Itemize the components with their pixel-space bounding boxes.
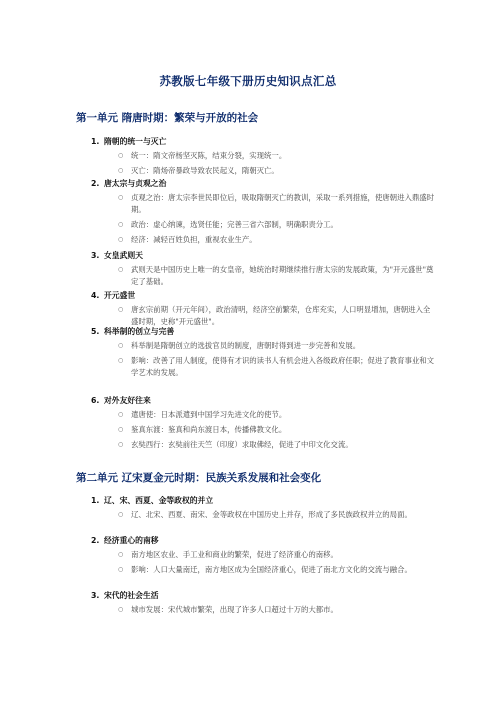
unit-title: 第二单元 辽宋夏金元时期：民族关系发展和社会变化 xyxy=(76,472,322,484)
section-number: 1. xyxy=(91,137,100,146)
section-heading xyxy=(91,395,431,406)
section-heading xyxy=(91,136,431,147)
section xyxy=(91,395,431,451)
section-title: 科举制的创立与完善 xyxy=(104,327,175,336)
section xyxy=(91,290,431,328)
section-heading xyxy=(91,250,431,261)
bullet-marker: ○ xyxy=(118,441,124,448)
bullet-item: ○ 城市发展：宋代城市繁荣，出现了许多人口超过十万的大都市。 xyxy=(118,605,338,614)
bullet-item: ○ 武则天是中国历史上唯一的女皇帝，她统治时期继续推行唐太宗的发展政策，为"开元盛世"奠定了基础。 xyxy=(118,265,434,286)
section xyxy=(91,250,434,288)
section-number: 3. xyxy=(91,251,100,260)
section-heading xyxy=(91,590,431,601)
section-heading xyxy=(91,178,431,189)
bullet-item: ○ 玄奘西行：玄奘前往天竺（印度）求取佛经，促进了中印文化交流。 xyxy=(118,440,353,449)
bullet-marker: ○ xyxy=(118,236,124,243)
bullet-item: ○ 灭亡：隋炀帝暴政导致农民起义，隋朝灭亡。 xyxy=(118,166,279,175)
bullet-item: ○ 鉴真东渡：鉴真和尚东渡日本，传播佛教文化。 xyxy=(118,425,287,434)
section-heading xyxy=(91,290,431,301)
section-number: 4. xyxy=(91,291,100,300)
bullet-item: ○ 政治：虚心纳谏，选贤任能；完善三省六部制，明确职责分工。 xyxy=(118,220,338,229)
section-title: 辽、宋、西夏、金等政权的并立 xyxy=(104,496,214,505)
bullet-marker: ○ xyxy=(118,306,124,313)
bullet-marker: ○ xyxy=(118,342,124,349)
section xyxy=(91,178,435,246)
bullet-marker: ○ xyxy=(118,194,124,201)
section xyxy=(91,535,431,576)
section xyxy=(91,495,431,521)
section-title: 唐太宗与贞观之治 xyxy=(104,179,167,188)
bullet-item: ○ 影响：人口大量南迁，南方地区成为全国经济重心，促进了南北方文化的交流与融合。 xyxy=(118,565,412,574)
bullet-marker: ○ xyxy=(118,511,124,518)
bullet-item: ○ 统一：隋文帝杨坚灭陈，结束分裂，实现统一。 xyxy=(118,151,287,160)
bullet-item: ○ 经济：减轻百姓负担，重视农业生产。 xyxy=(118,235,257,244)
bullet-marker: ○ xyxy=(118,411,124,418)
section-heading xyxy=(91,535,431,546)
section xyxy=(91,136,431,177)
section-title: 隋朝的统一与灭亡 xyxy=(104,137,167,146)
bullet-marker: ○ xyxy=(118,167,124,174)
bullet-item: ○ 唐玄宗前期（开元年间），政治清明，经济空前繁荣，仓库充实，人口明显增加，唐朝进入全盛时期，史称"开元盛世"。 xyxy=(118,305,431,326)
section-heading xyxy=(91,326,431,337)
section-heading xyxy=(91,495,431,506)
section-title: 经济重心的南移 xyxy=(104,536,159,545)
bullet-marker: ○ xyxy=(118,266,124,273)
bullet-item: ○ 贞观之治：唐太宗李世民即位后，吸取隋朝灭亡的教训，采取一系列措施，使唐朝进入鼎盛时期。 xyxy=(118,193,435,214)
bullet-marker: ○ xyxy=(118,426,124,433)
bullet-marker: ○ xyxy=(118,606,124,613)
section-title: 对外友好往来 xyxy=(104,396,151,405)
bullet-marker: ○ xyxy=(118,221,124,228)
bullet-marker: ○ xyxy=(118,357,124,364)
section-number: 5. xyxy=(91,327,100,336)
bullet-marker: ○ xyxy=(118,551,124,558)
bullet-item: ○ 遣唐使：日本派遣到中国学习先进文化的使节。 xyxy=(118,410,287,419)
section xyxy=(91,326,435,379)
section-number: 1. xyxy=(91,496,100,505)
bullet-marker: ○ xyxy=(118,152,124,159)
section-title: 女皇武则天 xyxy=(104,251,143,260)
section-number: 2. xyxy=(91,179,100,188)
section-number: 3. xyxy=(91,591,100,600)
document-title: 苏教版七年级下册历史知识点汇总 xyxy=(159,74,337,88)
section-title: 宋代的社会生活 xyxy=(104,591,159,600)
section-number: 2. xyxy=(91,536,100,545)
bullet-item: ○ 南方地区农业、手工业和商业的繁荣，促进了经济重心的南移。 xyxy=(118,550,338,559)
bullet-marker: ○ xyxy=(118,566,124,573)
bullet-item: ○ 科举制是隋朝创立的选拔官员的制度，唐朝时得到进一步完善和发展。 xyxy=(118,341,361,350)
bullet-item: ○ 影响：改善了用人制度，使得有才识的读书人有机会进入各级政府任职；促进了教育事业和文学艺术的发展。 xyxy=(118,356,435,377)
bullet-item: ○ 辽、北宋、西夏、南宋、金等政权在中国历史上并存，形成了多民族政权并立的局面。 xyxy=(118,510,412,519)
section-title: 开元盛世 xyxy=(104,291,136,300)
section xyxy=(91,590,431,616)
section-number: 6. xyxy=(91,396,100,405)
unit-title: 第一单元 隋唐时期：繁荣与开放的社会 xyxy=(76,112,259,124)
